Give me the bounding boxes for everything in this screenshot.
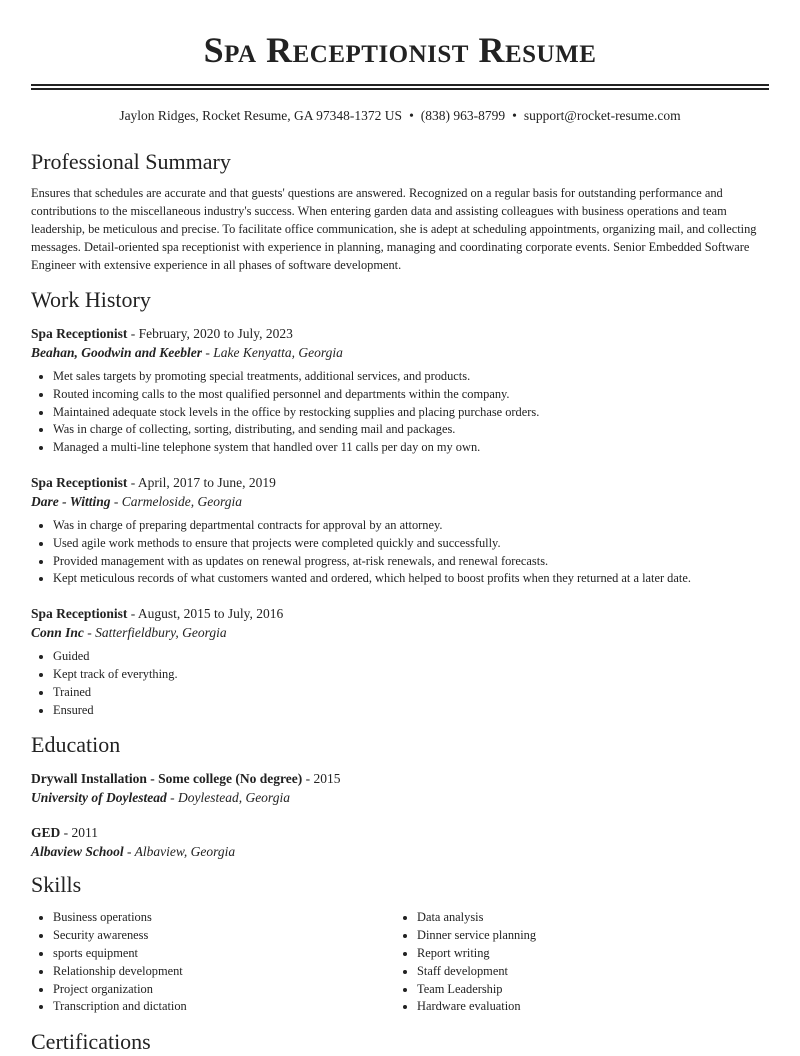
skill-item: • Hardware evaluation: [417, 998, 759, 1016]
job-location: - Lake Kenyatta, Georgia: [202, 345, 343, 360]
job-entry: [31, 604, 769, 719]
education-heading: Education: [31, 732, 121, 758]
list-item: • Routed incoming calls to the most qualified personnel and departments within the company.: [53, 386, 769, 404]
list-item: • Managed a multi-line telephone system that handled over 11 calls per day on my own.: [53, 439, 769, 457]
certifications-heading: Certifications: [31, 1029, 151, 1055]
work-heading: Work History: [31, 287, 151, 312]
summary-heading: Professional Summary: [31, 149, 231, 174]
job-title: Spa Receptionist: [31, 606, 128, 622]
job-bullets: [31, 648, 769, 719]
list-item: • Kept track of everything.: [53, 666, 769, 684]
job-bullets: [31, 368, 769, 457]
job-company-line: [31, 343, 769, 362]
skill-item: • Staff development: [417, 963, 759, 981]
job-dates: - February, 2020 to July, 2023: [127, 326, 293, 341]
education-degree-line: [31, 769, 769, 788]
resume-title: Spa Receptionist Resume: [203, 30, 597, 70]
skill-item: • Report writing: [417, 945, 759, 963]
skills-section: [31, 871, 769, 1016]
education-location: - Doylestead, Georgia: [166, 790, 290, 806]
title-divider: [31, 84, 769, 90]
contact-phone: (838) 963-8799: [420, 108, 506, 123]
job-dates: - August, 2015 to July, 2016: [127, 606, 284, 622]
education-degree-line: [31, 823, 769, 842]
list-item: • Ensured: [53, 702, 769, 720]
skill-item: • sports equipment: [53, 945, 395, 963]
job-dates: - April, 2017 to June, 2019: [127, 474, 276, 490]
certifications-section: [31, 1028, 769, 1056]
skills-list: [395, 909, 759, 1016]
skills-heading: Skills: [31, 872, 82, 898]
education-location: - Albaview, Georgia: [123, 844, 236, 860]
contact-line: [31, 107, 769, 125]
skill-item: • Business operations: [53, 909, 395, 927]
education-year: - 2015: [302, 771, 341, 787]
job-location: - Satterfieldbury, Georgia: [83, 625, 227, 641]
education-year: - 2011: [60, 825, 99, 841]
skill-item: • Security awareness: [53, 927, 395, 945]
job-company: Beahan, Goodwin and Keebler: [31, 345, 203, 360]
job-entry: [31, 324, 769, 457]
list-item: • Maintained adequate stock levels in the office by restocking supplies and placing purchase orders.: [53, 404, 769, 422]
education-entry: [31, 823, 769, 861]
skill-item: • Data analysis: [417, 909, 759, 927]
summary-text: Ensures that schedules are accurate and that guests' questions are answered. Recognized on a regular basis for outstanding performance and contributions to the miscellaneous industry's success. When entering garden data and assisting colleagues with business operations and team leadership, be meticulous and precise. To facilitate office communication, she is adept at scheduling appointments, organizing mail, and collecting messages. Detail-oriented spa receptionist with experience in planning, managing and coordinating corporate events. Senior Embedded Software Engineer with extensive experience in all phases of software development.: [31, 186, 757, 272]
list-item: • Provided management with as updates on renewal progress, at-risk renewals, and renewal forecasts.: [53, 553, 769, 571]
contact-separator: •: [512, 108, 517, 123]
list-item: • Met sales targets by promoting special treatments, additional services, and products.: [53, 368, 769, 386]
education-school-line: [31, 842, 769, 861]
list-item: • Kept meticulous records of what customers wanted and ordered, which helped to boost profits when they returned at a later date.: [53, 570, 769, 588]
resume-page: [31, 0, 769, 1056]
work-section: [31, 286, 769, 719]
job-title: Spa Receptionist: [31, 326, 128, 341]
job-location: - Carmeloside, Georgia: [110, 493, 243, 509]
job-entry: [31, 473, 769, 588]
skills-column-right: [395, 903, 759, 1016]
job-company: Conn Inc: [31, 625, 84, 641]
skills-list: [31, 909, 395, 1016]
job-title-line: [31, 324, 769, 343]
skill-item: • Team Leadership: [417, 981, 759, 999]
list-item: • Guided: [53, 648, 769, 666]
skill-item: • Project organization: [53, 981, 395, 999]
job-company-line: [31, 492, 769, 511]
skill-item: • Dinner service planning: [417, 927, 759, 945]
list-item: • Used agile work methods to ensure that projects were completed quickly and successfully.: [53, 535, 769, 553]
job-title-line: [31, 473, 769, 492]
education-school: University of Doylestead: [31, 790, 167, 806]
education-school: Albaview School: [31, 844, 124, 860]
skills-columns: [31, 903, 769, 1016]
list-item: • Trained: [53, 684, 769, 702]
list-item: • Was in charge of collecting, sorting, distributing, and sending mail and packages.: [53, 421, 769, 439]
list-item: • Was in charge of preparing departmental contracts for approval by an attorney.: [53, 517, 769, 535]
skills-column-left: [31, 903, 395, 1016]
education-degree: GED: [31, 825, 61, 841]
job-company-line: [31, 623, 769, 642]
education-school-line: [31, 788, 769, 807]
summary-section: [31, 148, 769, 274]
education-section: [31, 731, 769, 861]
job-title-line: [31, 604, 769, 623]
education-degree: Drywall Installation - Some college (No degree): [31, 771, 303, 787]
contact-separator: •: [409, 108, 414, 123]
skill-item: • Transcription and dictation: [53, 998, 395, 1016]
job-bullets: [31, 517, 769, 588]
contact-address: Jaylon Ridges, Rocket Resume, GA 97348-1372 US: [119, 108, 403, 123]
education-entry: [31, 769, 769, 807]
job-company: Dare - Witting: [31, 493, 111, 509]
skill-item: • Relationship development: [53, 963, 395, 981]
contact-email: support@rocket-resume.com: [523, 108, 681, 123]
job-title: Spa Receptionist: [31, 474, 128, 490]
